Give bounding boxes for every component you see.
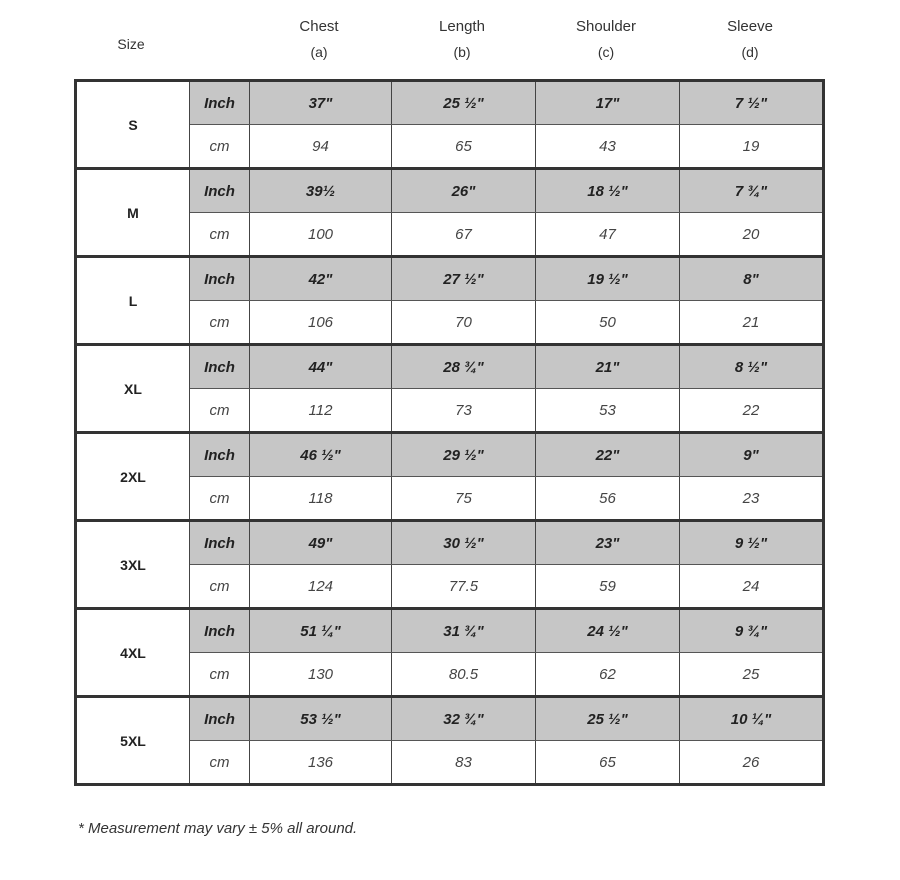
size-cell: S	[76, 81, 190, 169]
inch-value-cell: 46 ½"	[250, 433, 392, 477]
unit-cm-label: cm	[190, 741, 250, 785]
inch-value-cell: 37"	[250, 81, 392, 125]
cm-value-cell: 70	[392, 301, 536, 345]
chest-label: Chest	[299, 18, 339, 35]
unit-inch-label: Inch	[190, 345, 250, 389]
inch-value-cell: 51 ¼"	[250, 609, 392, 653]
cm-value-cell: 21	[680, 301, 824, 345]
inch-value-cell: 28 ¾"	[392, 345, 536, 389]
inch-value-cell: 9 ¾"	[680, 609, 824, 653]
inch-value-cell: 25 ½"	[536, 697, 680, 741]
inch-value-cell: 23"	[536, 521, 680, 565]
cm-value-cell: 26	[680, 741, 824, 785]
length-column-header	[390, 18, 534, 60]
cm-value-cell: 83	[392, 741, 536, 785]
size-column-header: Size	[117, 36, 145, 52]
inch-value-cell: 22"	[536, 433, 680, 477]
inch-value-cell: 32 ¾"	[392, 697, 536, 741]
unit-inch-label: Inch	[190, 169, 250, 213]
inch-value-cell: 7 ¾"	[680, 169, 824, 213]
table-row	[76, 257, 824, 301]
table-row	[76, 81, 824, 125]
unit-cm-label: cm	[190, 125, 250, 169]
cm-value-cell: 43	[536, 125, 680, 169]
cm-value-cell: 136	[250, 741, 392, 785]
shoulder-label: Shoulder	[575, 18, 637, 35]
size-chart-body	[76, 81, 824, 785]
cm-value-cell: 20	[680, 213, 824, 257]
shoulder-letter: (c)	[597, 44, 615, 60]
unit-inch-label: Inch	[190, 697, 250, 741]
inch-value-cell: 17"	[536, 81, 680, 125]
table-row	[76, 521, 824, 565]
inch-value-cell: 8 ½"	[680, 345, 824, 389]
unit-cm-label: cm	[190, 389, 250, 433]
sleeve-label: Sleeve	[727, 18, 773, 35]
inch-value-cell: 49"	[250, 521, 392, 565]
cm-value-cell: 56	[536, 477, 680, 521]
length-label: Length	[439, 18, 485, 35]
unit-cm-label: cm	[190, 565, 250, 609]
cm-value-cell: 118	[250, 477, 392, 521]
inch-value-cell: 8"	[680, 257, 824, 301]
cm-value-cell: 50	[536, 301, 680, 345]
cm-value-cell: 24	[680, 565, 824, 609]
table-row	[76, 697, 824, 741]
cm-value-cell: 106	[250, 301, 392, 345]
cm-value-cell: 124	[250, 565, 392, 609]
inch-value-cell: 53 ½"	[250, 697, 392, 741]
size-cell: M	[76, 169, 190, 257]
cm-value-cell: 112	[250, 389, 392, 433]
unit-cm-label: cm	[190, 301, 250, 345]
cm-value-cell: 19	[680, 125, 824, 169]
chest-letter: (a)	[310, 44, 328, 60]
unit-inch-label: Inch	[190, 521, 250, 565]
unit-inch-label: Inch	[190, 257, 250, 301]
chest-column-header	[248, 18, 390, 60]
unit-inch-label: Inch	[190, 609, 250, 653]
cm-value-cell: 130	[250, 653, 392, 697]
cm-value-cell: 94	[250, 125, 392, 169]
measurement-footnote: * Measurement may vary ± 5% all around.	[78, 820, 358, 837]
unit-cm-label: cm	[190, 477, 250, 521]
unit-cm-label: cm	[190, 213, 250, 257]
size-cell: 5XL	[76, 697, 190, 785]
inch-value-cell: 29 ½"	[392, 433, 536, 477]
unit-inch-label: Inch	[190, 81, 250, 125]
cm-value-cell: 62	[536, 653, 680, 697]
size-cell: L	[76, 257, 190, 345]
size-cell: 3XL	[76, 521, 190, 609]
cm-value-cell: 47	[536, 213, 680, 257]
inch-value-cell: 18 ½"	[536, 169, 680, 213]
size-cell: XL	[76, 345, 190, 433]
cm-value-cell: 65	[536, 741, 680, 785]
inch-value-cell: 25 ½"	[392, 81, 536, 125]
inch-value-cell: 10 ¼"	[680, 697, 824, 741]
size-cell: 4XL	[76, 609, 190, 697]
sleeve-letter: (d)	[741, 44, 759, 60]
cm-value-cell: 59	[536, 565, 680, 609]
cm-value-cell: 23	[680, 477, 824, 521]
cm-value-cell: 67	[392, 213, 536, 257]
length-letter: (b)	[453, 44, 471, 60]
sleeve-column-header	[678, 18, 822, 60]
table-row	[76, 169, 824, 213]
unit-cm-label: cm	[190, 653, 250, 697]
inch-value-cell: 44"	[250, 345, 392, 389]
inch-value-cell: 24 ½"	[536, 609, 680, 653]
inch-value-cell: 9 ½"	[680, 521, 824, 565]
cm-value-cell: 73	[392, 389, 536, 433]
table-row	[76, 433, 824, 477]
inch-value-cell: 27 ½"	[392, 257, 536, 301]
cm-value-cell: 100	[250, 213, 392, 257]
inch-value-cell: 19 ½"	[536, 257, 680, 301]
inch-value-cell: 42"	[250, 257, 392, 301]
size-cell: 2XL	[76, 433, 190, 521]
cm-value-cell: 25	[680, 653, 824, 697]
cm-value-cell: 65	[392, 125, 536, 169]
inch-value-cell: 21"	[536, 345, 680, 389]
cm-value-cell: 75	[392, 477, 536, 521]
table-row	[76, 345, 824, 389]
table-row	[76, 609, 824, 653]
inch-value-cell: 9"	[680, 433, 824, 477]
inch-value-cell: 39½	[250, 169, 392, 213]
cm-value-cell: 80.5	[392, 653, 536, 697]
inch-value-cell: 30 ½"	[392, 521, 536, 565]
inch-value-cell: 7 ½"	[680, 81, 824, 125]
inch-value-cell: 26"	[392, 169, 536, 213]
table-header	[74, 18, 822, 80]
size-chart-table	[74, 79, 825, 786]
cm-value-cell: 53	[536, 389, 680, 433]
unit-inch-label: Inch	[190, 433, 250, 477]
cm-value-cell: 77.5	[392, 565, 536, 609]
shoulder-column-header	[534, 18, 678, 60]
inch-value-cell: 31 ¾"	[392, 609, 536, 653]
cm-value-cell: 22	[680, 389, 824, 433]
